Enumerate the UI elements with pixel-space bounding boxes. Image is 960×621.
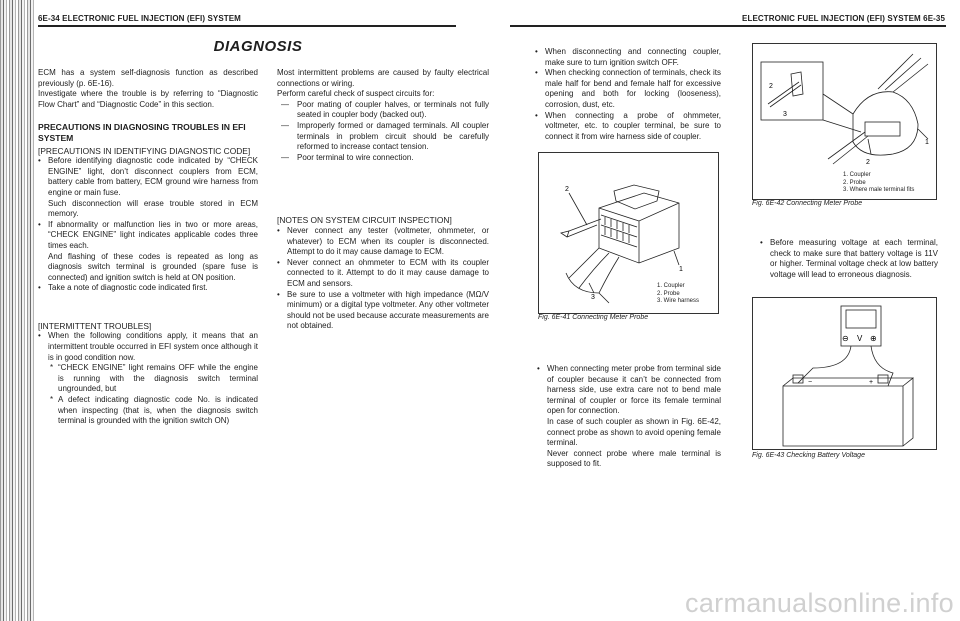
bullet-item: • Take a note of diagnostic code indicated first. <box>38 283 258 294</box>
meter-positive-label: ⊕ <box>870 334 877 343</box>
bullet-item: • Never connect any tester (voltmeter, ohmmeter, or whatever) to ECM when its coupler is disconnected. Attempt to do it may cause damage to ECM. <box>277 226 489 258</box>
header-rule-left <box>38 25 456 27</box>
subsection-heading: [INTERMITTENT TROUBLES] <box>38 320 152 331</box>
bullet-item: • Before measuring voltage at each terminal, check to make sure that battery voltage is 11V or higher. Terminal voltage check at low battery voltage will lead to erroneous diagnosis. <box>760 238 938 280</box>
legend-item: 1. Coupler <box>657 283 685 289</box>
section-heading: PRECAUTIONS IN DIAGNOSING TROUBLES IN EFI SYSTEM <box>38 122 246 143</box>
callout-1: 1 <box>679 266 683 273</box>
figure-6e-42 <box>752 43 937 200</box>
dash-item: — Poor terminal to wire connection. <box>277 153 489 164</box>
paragraph: And flashing of these codes is repeated as long as diagnosis switch terminal is grounded (spare fuse is connected) and ignition switch is held at ON position. <box>48 251 258 282</box>
callout-2: 2 <box>565 186 569 193</box>
paragraph: Investigate where the trouble is by referring to “Diagnostic Flow Chart” and “Diagnostic Code” in this section. <box>38 89 258 109</box>
battery-voltmeter-illustration <box>753 298 936 449</box>
meter-negative-label: ⊖ <box>842 334 849 343</box>
figure-legend <box>843 172 914 195</box>
paragraph: Such disconnection will erase trouble stored in ECM memory. <box>48 198 258 219</box>
bullet-item: • When disconnecting and connecting coupler, make sure to turn ignition switch OFF. <box>535 47 721 68</box>
bullet-item: • When the following conditions apply, it means that an intermittent trouble occurred in EFI system once although it is in good condition now. <box>38 331 258 363</box>
page-title: DIAGNOSIS <box>213 38 303 55</box>
figure-caption: Fig. 6E-42 Connecting Meter Probe <box>752 200 863 207</box>
legend-item: 3. Where male terminal fits <box>843 187 915 193</box>
subsection-heading: [PRECAUTIONS IN IDENTIFYING DIAGNOSTIC CODE] <box>38 145 251 156</box>
bullet-item: • Never connect an ohmmeter to ECM with its coupler connected to it. Attempt to do it may cause damage to ECM and sensors. <box>277 258 489 290</box>
battery-negative-label: − <box>808 379 813 386</box>
bullet-item: • When connecting a probe of ohmmeter, voltmeter, etc. to coupler terminal, be sure to connect it from wire harness side of coupler. <box>535 111 721 143</box>
bullet-item: • Be sure to use a voltmeter with high impedance (MΩ/V minimum) or a digital type voltmeter. Any other voltmeter should not be used because accurate measurements are not obtained. <box>277 290 489 332</box>
scan-binding-edge <box>0 0 34 621</box>
legend-item: 2. Probe <box>843 179 866 186</box>
column-4 <box>760 238 938 280</box>
battery-positive-label: + <box>869 379 874 386</box>
paragraph: Most intermittent problems are caused by faulty electrical connections or wiring. <box>277 68 489 88</box>
callout-2-probe: 2 <box>866 159 870 166</box>
column-3-bottom <box>537 364 721 470</box>
bullet-item: • Before identifying diagnostic code indicated by “CHECK ENGINE” light, don’t disconnect couplers from ECM, battery cable from battery, ECM ground wire harness from engine or main fuse. <box>38 156 258 198</box>
legend-item: 1. Coupler <box>843 172 871 178</box>
figure-6e-41 <box>538 152 719 314</box>
bullet-item: • If abnormality or malfunction lies in two or more areas, “CHECK ENGINE” light indicates applicable codes three times each. <box>38 220 258 252</box>
star-item: * “CHECK ENGINE” light remains OFF while the engine is running with the diagnosis switch terminal ungrounded, but <box>38 363 258 395</box>
legend-item: 3. Wire harness <box>657 298 700 304</box>
callout-3: 3 <box>783 111 787 118</box>
paragraph: Perform careful check of suspect circuits for: <box>277 89 435 99</box>
bullet-item: • When connecting meter probe from terminal side of coupler because it can’t be connected from harness side, use extra care not to bend male terminal of coupler or force its female terminal open for connection. <box>537 364 721 417</box>
meter-v-label: V <box>857 334 863 343</box>
callout-2: 2 <box>769 83 773 90</box>
dash-item: — Improperly formed or damaged terminals. All coupler terminals in problem circuit should be carefully reformed to increase contact tension. <box>277 121 489 153</box>
star-item: * A defect indicating diagnostic code No. is indicated when inspecting (that is, when the diagnosis switch terminal is grounded with the ignition switch ON) <box>38 395 258 427</box>
paragraph: Never connect probe where male terminal is supposed to fit. <box>547 448 721 469</box>
page-header-left: 6E-34 ELECTRONIC FUEL INJECTION (EFI) SYSTEM <box>38 14 241 23</box>
callout-1: 1 <box>925 139 929 146</box>
header-rule-right <box>510 25 946 27</box>
page-header-right: ELECTRONIC FUEL INJECTION (EFI) SYSTEM 6E-35 <box>742 14 945 23</box>
figure-caption: Fig. 6E-41 Connecting Meter Probe <box>538 314 649 321</box>
paragraph: ECM has a system self-diagnosis function as described previously (p. 6E-16). <box>38 68 258 88</box>
column-2 <box>277 68 489 332</box>
figure-caption: Fig. 6E-43 Checking Battery Voltage <box>752 452 865 459</box>
dash-item: — Poor mating of coupler halves, or terminals not fully seated in coupler body (backed out). <box>277 100 489 121</box>
callout-3: 3 <box>591 294 595 301</box>
figure-legend <box>657 283 699 306</box>
bullet-item: • When checking connection of terminals, check its male half for bend and female half for excessive opening and both for locking (looseness), corrosion, dust, etc. <box>535 68 721 110</box>
paragraph: In case of such coupler as shown in Fig. 6E-42, connect probe as shown to avoid opening female terminal. <box>547 416 721 448</box>
legend-item: 2. Probe <box>657 290 680 297</box>
figure-6e-43 <box>752 297 937 450</box>
subsection-heading: [NOTES ON SYSTEM CIRCUIT INSPECTION] <box>277 215 452 226</box>
watermark: carmanualsonline.info <box>685 588 954 618</box>
column-1 <box>38 68 258 427</box>
column-3-top <box>535 47 721 142</box>
